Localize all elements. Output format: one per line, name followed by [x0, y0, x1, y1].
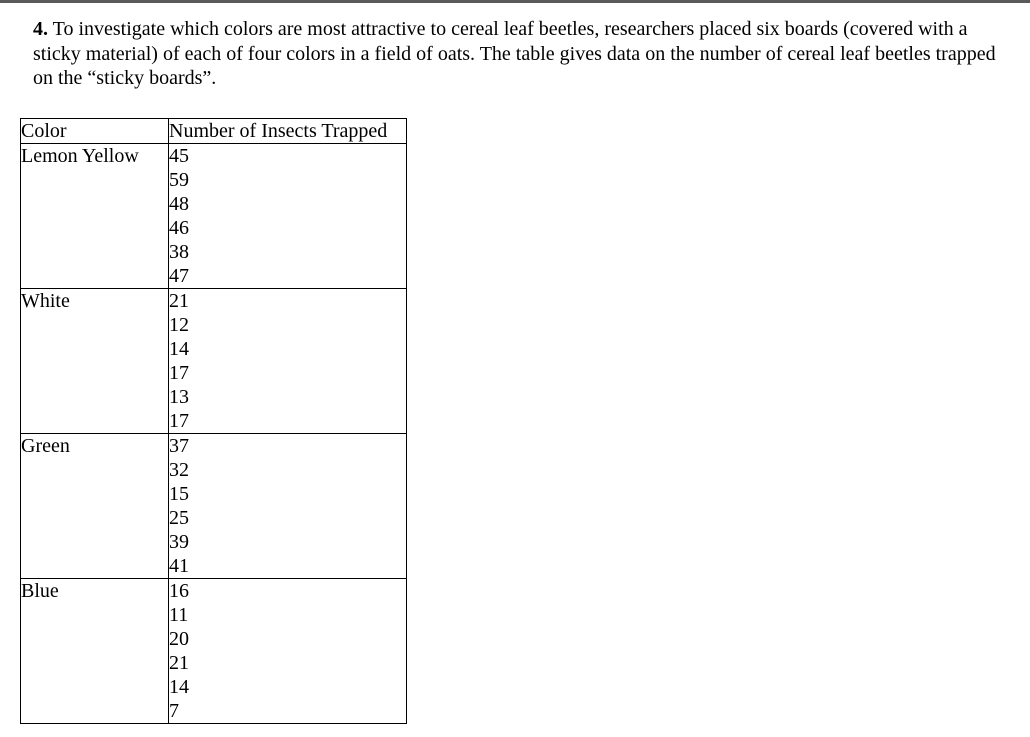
color-label: Green [21, 434, 169, 579]
count-value: 7 [169, 700, 179, 722]
count-value: 21 [169, 652, 189, 674]
count-value: 14 [169, 676, 189, 698]
count-value: 15 [169, 483, 189, 505]
count-cell [169, 144, 407, 289]
count-value: 32 [169, 459, 189, 481]
count-value: 14 [169, 338, 189, 360]
color-label: Lemon Yellow [21, 144, 169, 289]
count-value: 13 [169, 386, 189, 408]
header-color: Color [21, 119, 169, 144]
color-label: White [21, 289, 169, 434]
count-value: 39 [169, 531, 189, 553]
count-value: 17 [169, 362, 189, 384]
count-value: 25 [169, 507, 189, 529]
table-row [21, 289, 407, 434]
problem-number: 4. [33, 18, 48, 40]
table-row [21, 144, 407, 289]
count-value: 48 [169, 193, 189, 215]
color-label: Blue [21, 579, 169, 724]
beetle-data-table [20, 118, 407, 724]
count-cell [169, 434, 407, 579]
count-value: 38 [169, 241, 189, 263]
count-value: 17 [169, 410, 189, 432]
problem-text: To investigate which colors are most attractive to cereal leaf beetles, researchers placed six boards (covered with a sticky material) of each of four colors in a field of oats. The table gives data on the number of cereal leaf beetles trapped on the “sticky boards”. [33, 18, 996, 89]
count-value: 20 [169, 628, 189, 650]
count-value: 16 [169, 580, 189, 602]
table-header-row [21, 119, 407, 144]
count-value: 12 [169, 314, 189, 336]
count-value: 46 [169, 217, 189, 239]
count-value: 47 [169, 265, 189, 287]
count-value: 59 [169, 169, 189, 191]
count-cell [169, 579, 407, 724]
count-value: 41 [169, 555, 189, 577]
problem-statement [33, 17, 1008, 91]
count-value: 21 [169, 290, 189, 312]
count-value: 37 [169, 435, 189, 457]
count-value: 45 [169, 145, 189, 167]
count-value: 11 [169, 604, 189, 626]
table-row [21, 434, 407, 579]
header-count: Number of Insects Trapped [169, 119, 407, 144]
count-cell [169, 289, 407, 434]
table-row [21, 579, 407, 724]
